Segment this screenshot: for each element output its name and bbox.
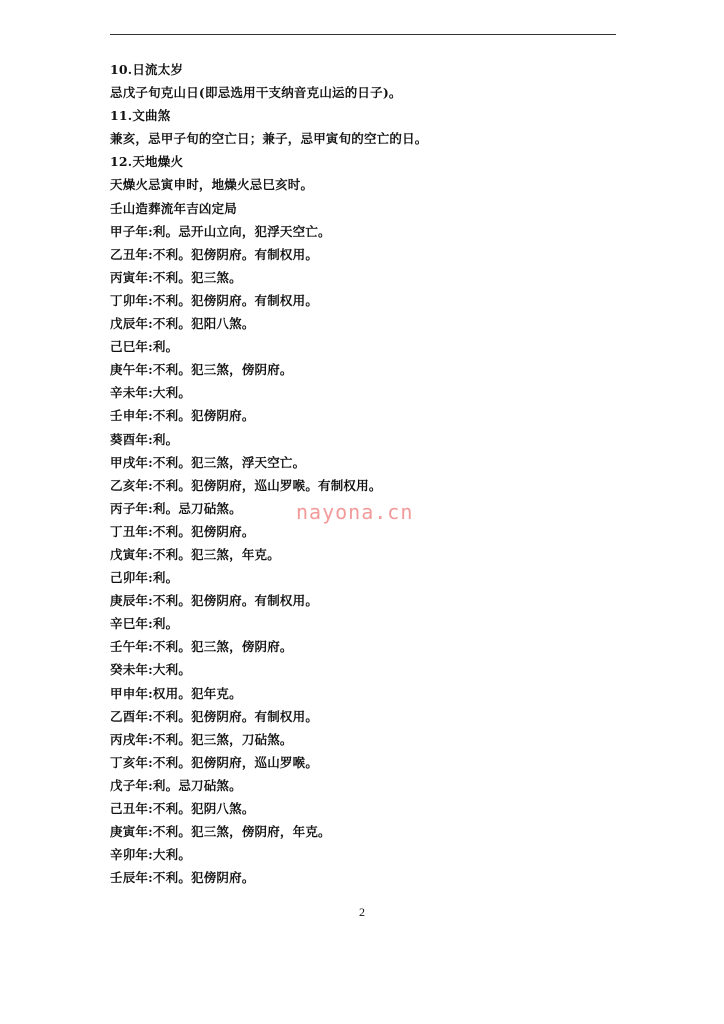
text-line: 丁亥年:不利。犯傍阴府，巡山罗喉。 [110,754,319,770]
watermark-text: nayona.cn [296,500,414,524]
text-line: 丙子年:利。忌刀砧煞。 [110,500,242,516]
text-line: 己卯年:利。 [110,570,179,586]
text-line: 戊辰年:不利。犯阳八煞。 [110,316,255,332]
text-line: 乙亥年:不利。犯傍阴府，巡山罗喉。有制权用。 [110,477,382,493]
text-line: 庚辰年:不利。犯傍阴府。有制权用。 [110,593,319,609]
text-line: 庚午年:不利。犯三煞，傍阴府。 [110,362,293,378]
text-line: 乙酉年:不利。犯傍阴府。有制权用。 [110,708,319,724]
text-line: 丙戌年:不利。犯三煞，刀砧煞。 [110,731,293,747]
text-line: 丁卯年:不利。犯傍阴府。有制权用。 [110,292,319,308]
text-line: 己丑年:不利。犯阴八煞。 [110,801,255,816]
text-line: 天燥火忌寅申时，地燥火忌巳亥时。 [110,177,314,193]
text-line: 戊子年:利。忌刀砧煞。 [110,777,242,793]
text-line: 戊寅年:不利。犯三煞，年克。 [110,546,280,562]
text-line: 10.日流太岁 [110,62,184,77]
text-line: 兼亥，忌甲子旬的空亡日；兼子，忌甲寅旬的空亡的日。 [110,131,428,147]
page-body [110,58,630,889]
text-line: 辛未年:大利。 [110,385,192,401]
text-line: 癸未年:大利。 [110,662,192,678]
text-line: 甲戌年:不利。犯三煞，浮天空亡。 [110,454,306,470]
page-number: 2 [359,905,365,919]
text-line: 葵酉年:利。 [110,431,179,447]
text-line: 忌戊子旬克山日(即忌选用干支纳音克山运的日子)。 [110,85,402,101]
text-line: 壬申年:不利。犯傍阴府。 [110,408,255,424]
text-line: 丙寅年:不利。犯三煞。 [110,269,242,285]
text-line: 丁丑年:不利。犯傍阴府。 [110,523,255,539]
text-line: 甲申年:权用。犯年克。 [110,685,242,701]
text-line: 己巳年:利。 [110,339,179,355]
text-line: 12.天地燥火 [110,154,184,170]
text-line: 辛巳年:利。 [110,616,179,632]
text-line: 壬午年:不利。犯三煞，傍阴府。 [110,639,293,655]
text-line: 辛卯年:大利。 [110,847,192,863]
text-line: 甲子年:利。忌开山立向，犯浮天空亡。 [110,223,331,239]
text-line: 壬山造葬流年吉凶定局 [110,200,238,216]
text-line: 乙丑年:不利。犯傍阴府。有制权用。 [110,246,319,262]
text-line: 壬辰年:不利。犯傍阴府。 [110,870,255,886]
text-line: 庚寅年:不利。犯三煞，傍阴府，年克。 [110,824,331,840]
text-line: 11.文曲煞 [110,108,171,124]
header-rule [110,34,616,35]
